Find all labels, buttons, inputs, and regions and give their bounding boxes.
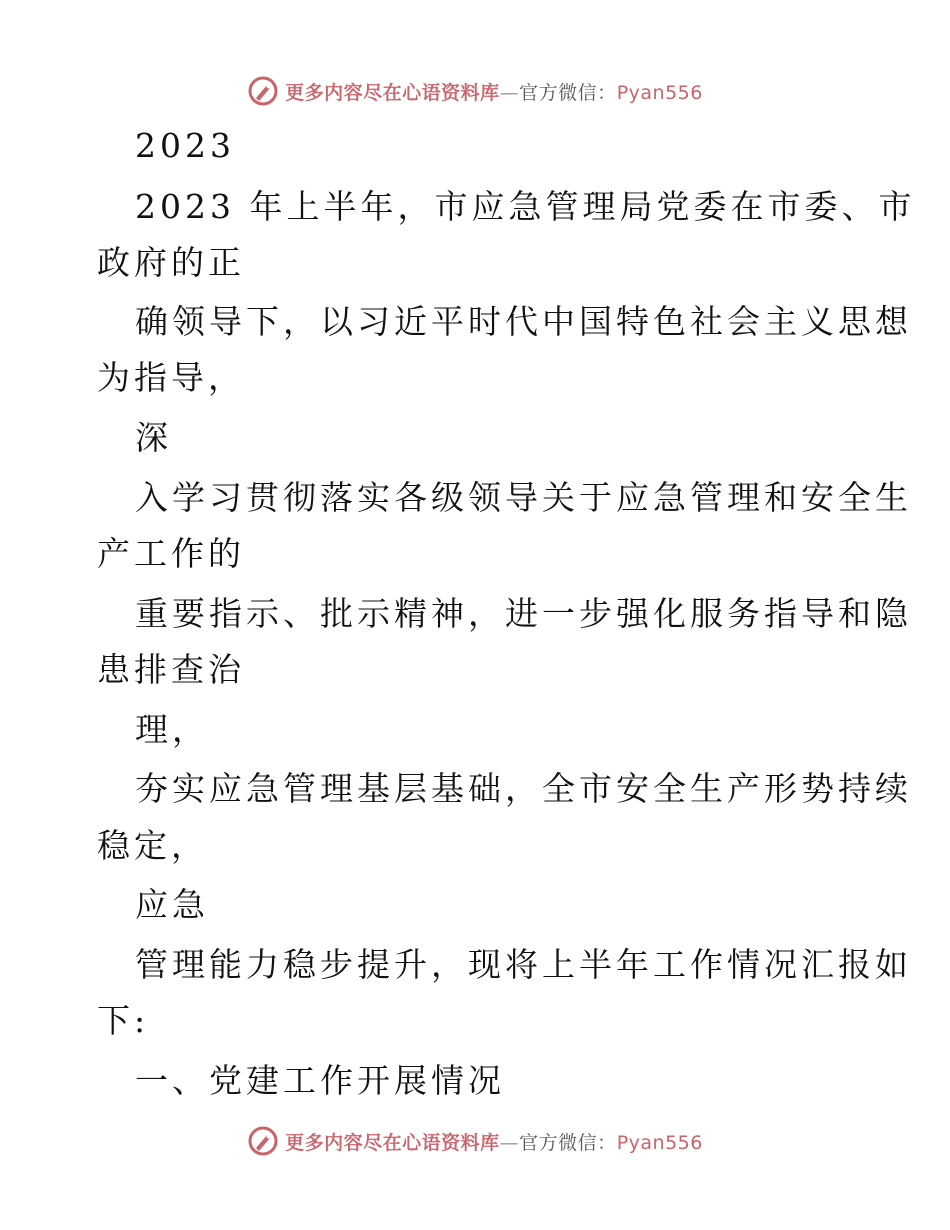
section-heading: 一、党建工作开展情况 (135, 1061, 505, 1100)
doc-line: 确领导下，以习近平时代中国特色社会主义思想 (135, 302, 912, 341)
doc-line: 政府的正 (97, 243, 245, 282)
watermark-brand: 更多内容尽在心语资料库 (285, 81, 500, 104)
watermark-text (285, 78, 703, 105)
doc-line: 患排查治 (97, 650, 245, 689)
doc-line: 应急 (135, 885, 209, 924)
watermark-brand: 更多内容尽在心语资料库 (285, 1131, 500, 1154)
watermark-label: 官方微信： (519, 81, 617, 104)
watermark-text (285, 1128, 703, 1155)
doc-line: 入学习贯彻落实各级领导关于应急管理和安全生 (135, 478, 912, 517)
doc-line: 产工作的 (97, 534, 245, 573)
doc-line: 为指导， (97, 358, 245, 397)
watermark-wechat-id: Pyan556 (616, 1131, 703, 1154)
doc-line: 管理能力稳步提升，现将上半年工作情况汇报如 (135, 945, 912, 984)
watermark-dash: — (499, 1131, 520, 1154)
doc-line: 夯实应急管理基层基础，全市安全生产形势持续 (135, 769, 912, 808)
footer-watermark (0, 1121, 950, 1161)
doc-line: 2023 年上半年，市应急管理局党委在市委、市 (135, 187, 916, 226)
watermark-dash: — (499, 81, 520, 104)
watermark-wechat-id: Pyan556 (616, 81, 703, 104)
doc-line: 理， (135, 710, 209, 749)
doc-line: 深 (135, 418, 172, 457)
pen-logo-icon (247, 75, 279, 107)
doc-line: 下: (97, 1001, 150, 1040)
doc-line: 稳定， (97, 826, 208, 865)
watermark-label: 官方微信： (519, 1131, 617, 1154)
pen-logo-icon (247, 1125, 279, 1157)
header-watermark (0, 71, 950, 111)
doc-line: 2023 (135, 126, 235, 165)
doc-line: 重要指示、批示精神，进一步强化服务指导和隐 (135, 594, 912, 633)
